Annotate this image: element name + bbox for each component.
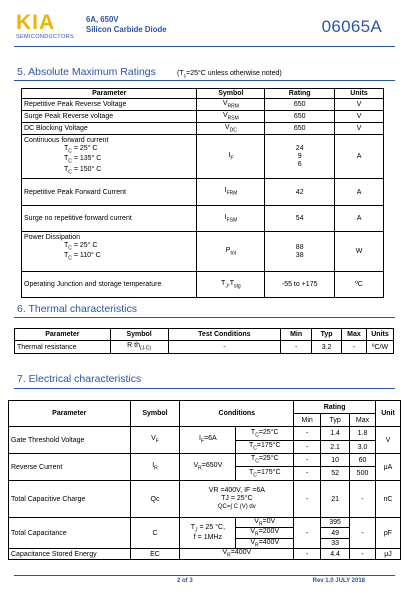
typ-cell: 1.4 <box>321 427 350 441</box>
min-cell: - <box>294 467 321 481</box>
logo-subtitle: SEMICONDUCTORS <box>16 34 74 40</box>
symbol-cell: $I_F$ <box>197 135 265 179</box>
param-cell: Operating Junction and storage temperature <box>22 272 197 298</box>
typ-cell: 2.1 <box>321 441 350 454</box>
symbol-cell: R $th_{(J-C)}$ <box>110 341 168 354</box>
header-desc: Silicon Carbide Diode <box>86 25 167 34</box>
col-conditions: Conditions <box>180 401 294 427</box>
rating-cell: 650 <box>265 111 335 123</box>
section-6-title: 6. Thermal characteristics <box>17 303 138 315</box>
temp-cell: $T_C=25^\circ C$ <box>236 427 294 441</box>
col-parameter: Parameter <box>15 329 111 341</box>
revision-info: Rev 1.0 JULY 2018 <box>312 578 365 584</box>
typ-cell: 395 <box>321 518 350 528</box>
symbol-cell: $V_{DC}$ <box>197 123 265 135</box>
unit-cell: V <box>335 123 384 135</box>
param-cell: Total Capacitive Charge <box>9 481 131 518</box>
symbol-cell: Qc <box>130 481 180 518</box>
section-5-divider <box>14 80 395 81</box>
param-cell: Repetitive Peak Forward Current <box>22 179 197 206</box>
voltage-cell: $V_R=0V$ <box>236 518 294 528</box>
condition-cell: $T_J = 25$ °C, f = 1MHz <box>180 518 236 549</box>
symbol-cell: $T_J,T_{stg}$ <box>197 272 265 298</box>
condition-cell: $V_R=650V$ <box>180 454 236 481</box>
col-parameter: Parameter <box>22 89 197 99</box>
max-cell: - <box>342 341 367 354</box>
table-row <box>15 341 394 354</box>
col-units: Units <box>366 329 393 341</box>
max-cell: 60 <box>350 454 376 467</box>
header-description <box>86 15 167 35</box>
symbol-cell: $P_{tot}$ <box>197 232 265 272</box>
condition-cell: $I_F=6A$ <box>180 427 236 454</box>
table-row <box>22 99 384 111</box>
section-6-divider <box>14 317 395 318</box>
col-min: Min <box>281 329 312 341</box>
param-cell: Continuous forward current $T_C = 25^\circ$ C $T_C = 135^\circ$ C $T_C = 150^\circ$ C <box>22 135 197 179</box>
max-cell: - <box>350 549 376 560</box>
section-7-divider <box>14 388 395 389</box>
unit-cell: W <box>335 232 384 272</box>
temp-cell: $T_C=25^\circ C$ <box>236 454 294 467</box>
unit-cell: V <box>335 99 384 111</box>
max-cell: 1.8 <box>350 427 376 441</box>
col-rating: Rating <box>294 401 376 414</box>
logo-mark: KIA <box>16 11 56 34</box>
table-row <box>22 123 384 135</box>
typ-cell: 4.4 <box>321 549 350 560</box>
abs-max-table <box>21 88 384 298</box>
rating-cell: 650 <box>265 123 335 135</box>
col-symbol: Symbol <box>110 329 168 341</box>
param-cell: Surge no repetitive forward current <box>22 206 197 232</box>
symbol-cell: C <box>130 518 180 549</box>
table-row <box>9 427 401 441</box>
col-max: Max <box>342 329 367 341</box>
thermal-table <box>14 328 394 354</box>
header-divider <box>14 46 395 47</box>
min-cell: - <box>281 341 312 354</box>
voltage-cell: $V_R=400V$ <box>236 538 294 548</box>
condition-cell: - <box>168 341 281 354</box>
param-cell: Surge Peak Reverse voltage <box>22 111 197 123</box>
rating-cell: 650 <box>265 99 335 111</box>
min-cell: - <box>294 549 321 560</box>
typ-cell: 10 <box>321 454 350 467</box>
table-row <box>22 179 384 206</box>
table-row <box>9 481 401 518</box>
col-units: Units <box>335 89 384 99</box>
min-cell: - <box>294 427 321 441</box>
section-5-note: ($T_c=25^\circ C$ unless otherwise noted) <box>177 70 282 80</box>
table-row <box>22 111 384 123</box>
param-cell: Reverse Current <box>9 454 131 481</box>
electrical-table <box>8 400 401 560</box>
min-cell: - <box>294 454 321 467</box>
rating-cell: 88 38 <box>265 232 335 272</box>
symbol-cell: $V_{RSM}$ <box>197 111 265 123</box>
table-row <box>22 135 384 179</box>
param-cell: Gate Threshold Voltage <box>9 427 131 454</box>
rating-cell: 24 9 6 <box>265 135 335 179</box>
max-cell: 500 <box>350 467 376 481</box>
page-number: 2 of 3 <box>177 578 193 584</box>
section-5-title: 5. Absolute Maximum Ratings <box>17 66 156 78</box>
unit-cell: A <box>335 206 384 232</box>
unit-cell: pF <box>376 518 401 549</box>
max-cell: - <box>350 481 376 518</box>
col-min: Min <box>294 414 321 427</box>
unit-cell: μA <box>376 454 401 481</box>
unit-cell: V <box>335 111 384 123</box>
table-header-row <box>9 401 401 414</box>
header-rating: 6A, 650V <box>86 15 119 24</box>
condition-cell: $V_R=400V$ <box>180 549 294 560</box>
symbol-cell: $I_{FRM}$ <box>197 179 265 206</box>
param-cell: DC Blocking Voltage <box>22 123 197 135</box>
col-unit: Unit <box>376 401 401 427</box>
rating-cell: 42 <box>265 179 335 206</box>
typ-cell: 21 <box>321 481 350 518</box>
company-logo <box>16 13 74 40</box>
param-cell: Thermal resistance <box>15 341 111 354</box>
max-cell: 3.0 <box>350 441 376 454</box>
col-symbol: Symbol <box>197 89 265 99</box>
param-cell: Power Dissipation $T_C = 25^\circ$ C $T_C = 110^\circ$ C <box>22 232 197 272</box>
typ-cell: 3.2 <box>312 341 342 354</box>
table-row <box>9 454 401 467</box>
table-row <box>22 206 384 232</box>
param-cell: Capacitance Stored Energy <box>9 549 131 560</box>
temp-cell: $T_C=175^\circ C$ <box>236 467 294 481</box>
col-typ: Typ <box>312 329 342 341</box>
param-cell: Repetitive Peak Reverse Voltage <box>22 99 197 111</box>
unit-cell: nC <box>376 481 401 518</box>
part-number: 06065A <box>321 17 382 36</box>
col-symbol: Symbol <box>130 401 180 427</box>
symbol-cell: $V_F$ <box>130 427 180 454</box>
table-row <box>22 232 384 272</box>
symbol-cell: $I_R$ <box>130 454 180 481</box>
section-7-title: 7. Electrical characteristics <box>17 373 142 385</box>
table-row <box>22 272 384 298</box>
param-cell: Total Capacitance <box>9 518 131 549</box>
condition-cell: VR =400V, IF =6A TJ = 25°C QC=∫ C (V) dv <box>180 481 294 518</box>
unit-cell: A <box>335 135 384 179</box>
min-cell: - <box>294 518 321 549</box>
col-rating: Rating <box>265 89 335 99</box>
voltage-cell: $V_R=200V$ <box>236 528 294 538</box>
symbol-cell: EC <box>130 549 180 560</box>
rating-cell: -55 to +175 <box>265 272 335 298</box>
rating-cell: 54 <box>265 206 335 232</box>
col-typ: Typ <box>321 414 350 427</box>
min-cell: - <box>294 441 321 454</box>
temp-cell: $T_C=175^\circ C$ <box>236 441 294 454</box>
symbol-cell: $I_{FSM}$ <box>197 206 265 232</box>
max-cell: - <box>350 518 376 549</box>
col-parameter: Parameter <box>9 401 131 427</box>
table-header-row <box>22 89 384 99</box>
unit-cell: V <box>376 427 401 454</box>
typ-cell: 33 <box>321 538 350 548</box>
unit-cell: ºC <box>335 272 384 298</box>
unit-cell: A <box>335 179 384 206</box>
table-row <box>9 518 401 528</box>
unit-cell: ºC/W <box>366 341 393 354</box>
typ-cell: 49 <box>321 528 350 538</box>
table-header-row <box>15 329 394 341</box>
col-test-conditions: Test Conditions <box>168 329 281 341</box>
col-max: Max <box>350 414 376 427</box>
table-row <box>9 549 401 560</box>
unit-cell: μJ <box>376 549 401 560</box>
symbol-cell: $V_{RRM}$ <box>197 99 265 111</box>
footer-divider <box>14 575 395 576</box>
typ-cell: 52 <box>321 467 350 481</box>
min-cell: - <box>294 481 321 518</box>
